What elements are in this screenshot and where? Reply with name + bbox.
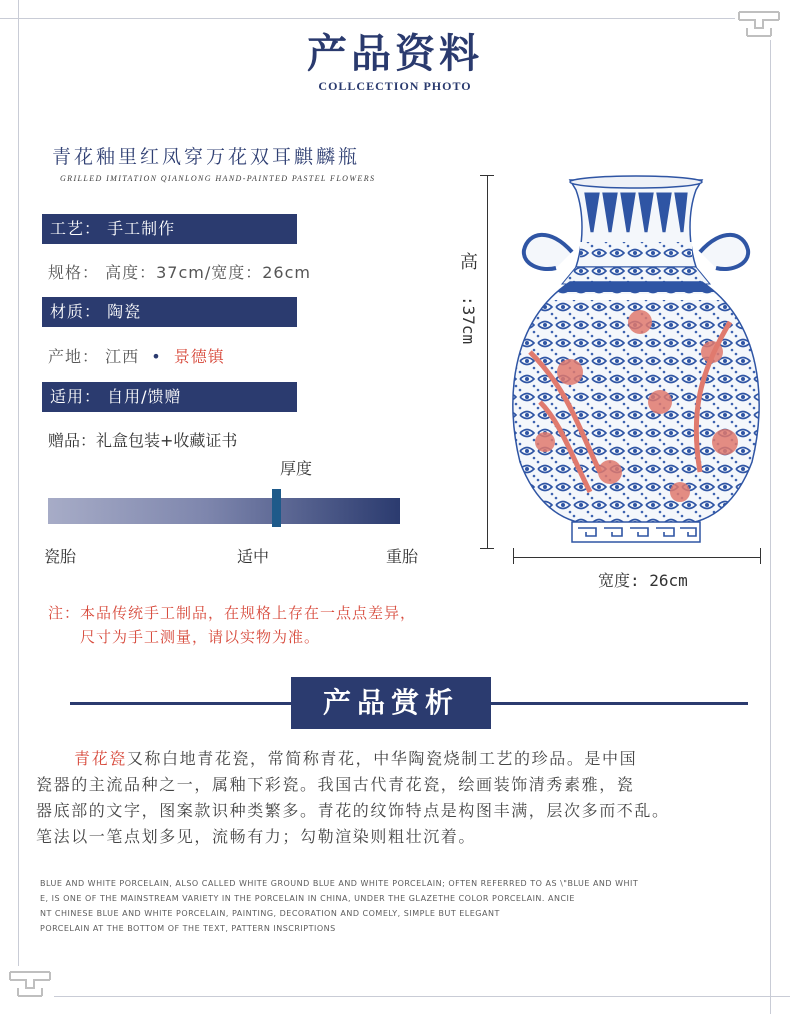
thickness-marker (272, 489, 281, 527)
thickness-mid-label: 适中 (237, 547, 270, 566)
size-text: 规格： 高度：37cm/宽度：26cm (48, 263, 311, 282)
english-description (40, 876, 690, 936)
thickness-right-label: 重胎 (386, 547, 419, 566)
frame-line-bottom (54, 996, 790, 997)
width-dimension-tick-left (513, 548, 514, 564)
english-line-3: NT CHINESE BLUE AND WHITE PORCELAIN, PAINTING, DECORATION AND COMELY, SIMPLE BUT ELEGANT (40, 909, 500, 918)
product-subtitle: GRILLED IMITATION QIANLONG HAND-PAINTED PASTEL FLOWERS (60, 174, 376, 183)
description-paragraph (36, 746, 776, 850)
english-line-2: E, IS ONE OF THE MAINSTREAM VARIETY IN THE PORCELAIN IN CHINA, UNDER THE GLAZETHE COLOR PORCELAIN. ANCIE (40, 894, 575, 903)
english-line-1: BLUE AND WHITE PORCELAIN, ALSO CALLED WHITE GROUND BLUE AND WHITE PORCELAIN; OFTEN REFERRED TO AS \"BLUE AND WHIT (40, 879, 639, 888)
corner-ornament-bottom-left (6, 968, 54, 1002)
vase-image (500, 172, 772, 552)
product-name: 青花釉里红凤穿万花双耳麒麟瓶 (52, 146, 361, 168)
material-bar: 材质： 陶瓷 (42, 297, 297, 327)
section-title: 产品赏析 (291, 677, 491, 729)
description-highlight: 青花瓷 (74, 749, 127, 768)
description-line-3: 器底部的文字，图案款识种类繁多。青花的纹饰特点是构图丰满，层次多而不乱。 (36, 801, 670, 820)
height-dimension-line (487, 175, 488, 548)
width-dimension-line (513, 557, 761, 558)
origin-label: 产地： 江西 (48, 347, 140, 366)
description-line-1: 又称白地青花瓷，常简称青花，中华陶瓷烧制工艺的珍品。是中国 (126, 749, 638, 768)
frame-line-left (18, 0, 19, 966)
note-line-2: 尺寸为手工测量，请以实物为准。 (80, 628, 321, 646)
height-dimension-tick-bottom (480, 548, 494, 549)
usage-bar: 适用： 自用/馈赠 (42, 382, 297, 412)
frame-line-top (0, 18, 735, 19)
width-dimension-tick-right (760, 548, 761, 564)
english-line-4: PORCELAIN AT THE BOTTOM OF THE TEXT, PATTERN INSCRIPTIONS (40, 924, 336, 933)
page-subtitle: COLLCECTION PHOTO (318, 79, 472, 93)
description-line-2: 瓷器的主流品种之一，属釉下彩瓷。我国古代青花瓷，绘画装饰清秀素雅，瓷 (36, 775, 635, 794)
craft-bar: 工艺： 手工制作 (42, 214, 297, 244)
description-line-4: 笔法以一笔点划多见，流畅有力；勾勒渲染则粗壮沉着。 (36, 827, 477, 846)
height-dimension-tick-top (480, 175, 494, 176)
thickness-bar (48, 498, 400, 524)
origin-dot: • (151, 347, 162, 366)
width-label: 宽度: 26cm (598, 571, 688, 590)
height-label-char: 高 (460, 252, 478, 273)
section-divider-left (70, 702, 291, 705)
thickness-title: 厚度 (280, 459, 313, 478)
thickness-left-label: 瓷胎 (44, 547, 77, 566)
origin-row (48, 344, 225, 367)
origin-place: 景德镇 (173, 347, 225, 366)
section-divider-right (491, 702, 748, 705)
note-line-1: 注：本品传统手工制品，在规格上存在一点点差异， (48, 604, 417, 622)
height-label-value: :37cm (459, 296, 478, 345)
gift-text: 赠品：礼盒包装+收藏证书 (48, 431, 238, 450)
page-title: 产品资料 (307, 30, 483, 77)
